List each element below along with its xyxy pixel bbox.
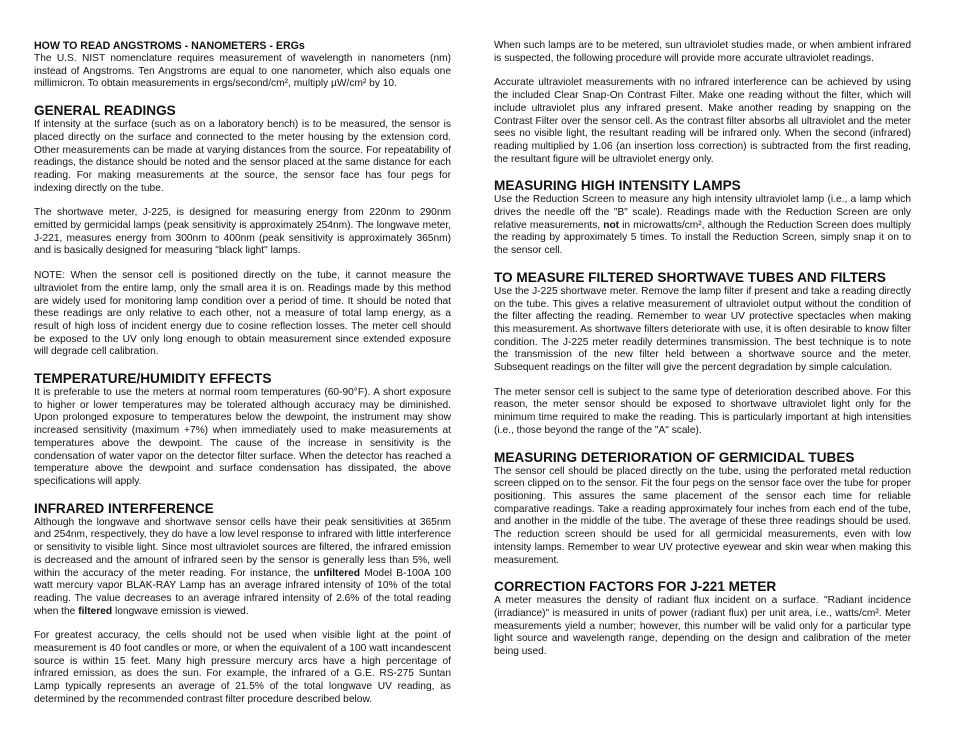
text-run: Use the Reduction Screen to measure any high intensity ultraviolet lamp (i.e., a lamp which drives the needle off the "B" scale). Readings made with the Reduction Screen are only relative measurements,: [494, 194, 911, 231]
bold-unfiltered: unfiltered: [313, 567, 360, 579]
text-run: Although the longwave and shortwave sensor cells have their peak sensitivities at 365nm and 254nm, respectively, they do have a low level response to infrared with little interference or sensitivity to visible light. Since most ultraviolet sources are filtered, the infrared emission is decreased and the amount of infrared seen by the sensor is generally less than 5%, well within the accuracy of the meter reading. For instance, the: [34, 516, 451, 579]
paragraph-infrared-2: For greatest accuracy, the cells should not be used when visible light at the point of measurement is 40 foot candles or more, or when the equivalent of a 100 watt incandescent source is within 15 feet. Many high pressure mercury arcs have a high percentage of infrared emission, as does the sun. For example, the infrared of a G.E. RS-275 Suntan Lamp typically represents an average of 21.5% of the total longwave UV reading, as determined by the recommended contrast filter procedure described below.: [34, 630, 451, 705]
paragraph-high-intensity: [494, 194, 911, 258]
heading-filtered-shortwave: TO MEASURE FILTERED SHORTWAVE TUBES AND FILTERS: [494, 269, 886, 285]
text-run: longwave emission is viewed.: [112, 605, 249, 617]
paragraph-filtered-1: Use the J-225 shortwave meter. Remove the lamp filter if present and take a reading directly on the tube. This gives a relative measurement of ultraviolet output without the condition of the filter affecting the reading. Remember to wear UV protective spectacles when making this measurement. As shortwave filters deteriorate with use, it is often desirable to know filter condition. The J-225 meter readily determines transmission. The best technique is to note the transmission of the new filter held between a shortwave source and the meter. Subsequent readings on the filter will give the percent degradation by simple calculation.: [494, 285, 911, 374]
heading-germicidal: MEASURING DETERIORATION OF GERMICIDAL TUBES: [494, 449, 855, 465]
right-column: [494, 40, 911, 659]
left-column: [34, 40, 451, 707]
heading-high-intensity: MEASURING HIGH INTENSITY LAMPS: [494, 178, 741, 194]
text-run: in microwatts/cm², although the Reduction Screen does multiply the reading by approximately 5 times. To install the Reduction Screen, simply snap it on to the sensor cell.: [494, 219, 911, 257]
paragraph-sun-lamps: When such lamps are to be metered, sun ultraviolet studies made, or when ambient infrared is suspected, the following procedure will provide more accurate ultraviolet readings.: [494, 40, 911, 64]
text-run: Model B-100A 100 watt mercury vapor BLAK-RAY Lamp has an average infrared intensity of 10% of the total reading. The value decreases to an average infrared intensity of 2.6% of the total reading when the: [34, 567, 452, 617]
paragraph-general-1: If intensity at the surface (such as on a laboratory bench) is to be measured, the sensor is placed directly on the surface and connected to the meter housing by the extension cord. Other measurements can be made at varying distances from the source. For repeatability of readings, the distance should be noted and the sensor placed at the same distance for each reading. For making measurements at the source, the sensor face has four pegs for indexing directly on the tube.: [34, 119, 451, 194]
paragraph-infrared-1: [34, 517, 451, 619]
bold-filtered: filtered: [78, 605, 113, 617]
paragraph-correction: A meter measures the density of radiant flux incident on a surface. "Radiant incidence (irradiance)" is measured in units of power (radiant flux) per unit area, i.e., watts/cm². Meter measurements yield a number; however, this number will be valid only for a particular type light source and wavelength range, depending on the design and calibration of the meter being used.: [494, 595, 911, 658]
paragraph-filtered-2: The meter sensor cell is subject to the same type of deterioration described above. For this reason, the meter sensor should be exposed to shortwave ultraviolet light only for the minimum time required to make the reading. This is particularly important at high intensities (i.e., those beyond the range of the "A" scale).: [494, 386, 911, 436]
paragraph-general-2: The shortwave meter, J-225, is designed for measuring energy from 220nm to 290nm emitted by germicidal lamps (peak sensitivity is approximately 254nm). The longwave meter, J-221, measures energy from 300nm to 400nm (peak sensitivity is approximately 365nm) and is basically designed for measuring "black light" lamps.: [34, 207, 451, 257]
paragraph-angstroms: The U.S. NIST nomenclature requires measurement of wavelength in nanometers (nm) instead of Angstroms. Ten Angstroms are equal to one nanometer, which also equals one millimicron. To obtain measurements in ergs/second/cm², multiply µW/cm² by 10.: [34, 53, 451, 90]
paragraph-contrast-filter: Accurate ultraviolet measurements with no infrared interference can be achieved by using the included Clear Snap-On Contrast Filter. Make one reading without the filter, which will include ultraviolet plus any infrared present. Make another reading by snapping on the Contrast Filter over the sensor cell. As the contrast filter absorbs all ultraviolet and the meter sees no visible light, the resultant reading will be infrared only. When the second (infrared) reading multiplied by 1.06 (an insertion loss correction) is subtracted from the first reading, the resultant figure will be ultraviolet energy only.: [494, 77, 911, 165]
paragraph-germicidal: The sensor cell should be placed directly on the tube, using the perforated metal reduction screen clipped on to the sensor. Fit the four pegs on the sensor face over the tube for proper positioning. This assures the same placement of the sensor each time for reliable comparative readings. Take a reading approximately four inches from each end of the tube, and another in the middle of the tube. The average of these three readings should be used. The reduction screen should be used for all germicidal measurements, even with low intensity lamps. Remember to wear UV protective eyewear and skin wear when making this measurement.: [494, 465, 911, 566]
heading-temperature-humidity: TEMPERATURE/HUMIDITY EFFECTS: [34, 371, 272, 387]
heading-correction-factors: CORRECTION FACTORS FOR J-221 METER: [494, 579, 777, 595]
paragraph-general-note: NOTE: When the sensor cell is positioned directly on the tube, it cannot measure the ultraviolet from the entire lamp, only the small area it is on. Readings made by this method are widely used for monitoring lamp condition over a period of time. It should be noted that these readings are only relative to each other, not a measure of total lamp energy, as a result of high loss of incident energy due to cosine reflection losses. The meter cell should be exposed to the UV only long enough to obtain measurement since extended exposure will degrade cell calibration.: [34, 270, 451, 358]
bold-not: not: [603, 219, 620, 231]
heading-general-readings: GENERAL READINGS: [34, 103, 176, 119]
heading-infrared-interference: INFRARED INTERFERENCE: [34, 500, 214, 516]
heading-angstroms: HOW TO READ ANGSTROMS - NANOMETERS - ERGs: [34, 40, 305, 52]
paragraph-temperature: It is preferable to use the meters at normal room temperatures (60-90°F). A short exposure to higher or lower temperatures may be tolerated although accuracy may be diminished. Upon prolonged exposure to temperatures below the dewpoint, the instrument may show increased sensitivity (maximum +7%) when immediately used to make measurements at temperatures above the dewpoint. The cause of the increase in sensitivity is the condensation of water vapor on the detector filter surface. When the detector has reached a temperature above the dewpoint and surface condensation has dissipated, the above specifications will apply.: [34, 387, 451, 487]
